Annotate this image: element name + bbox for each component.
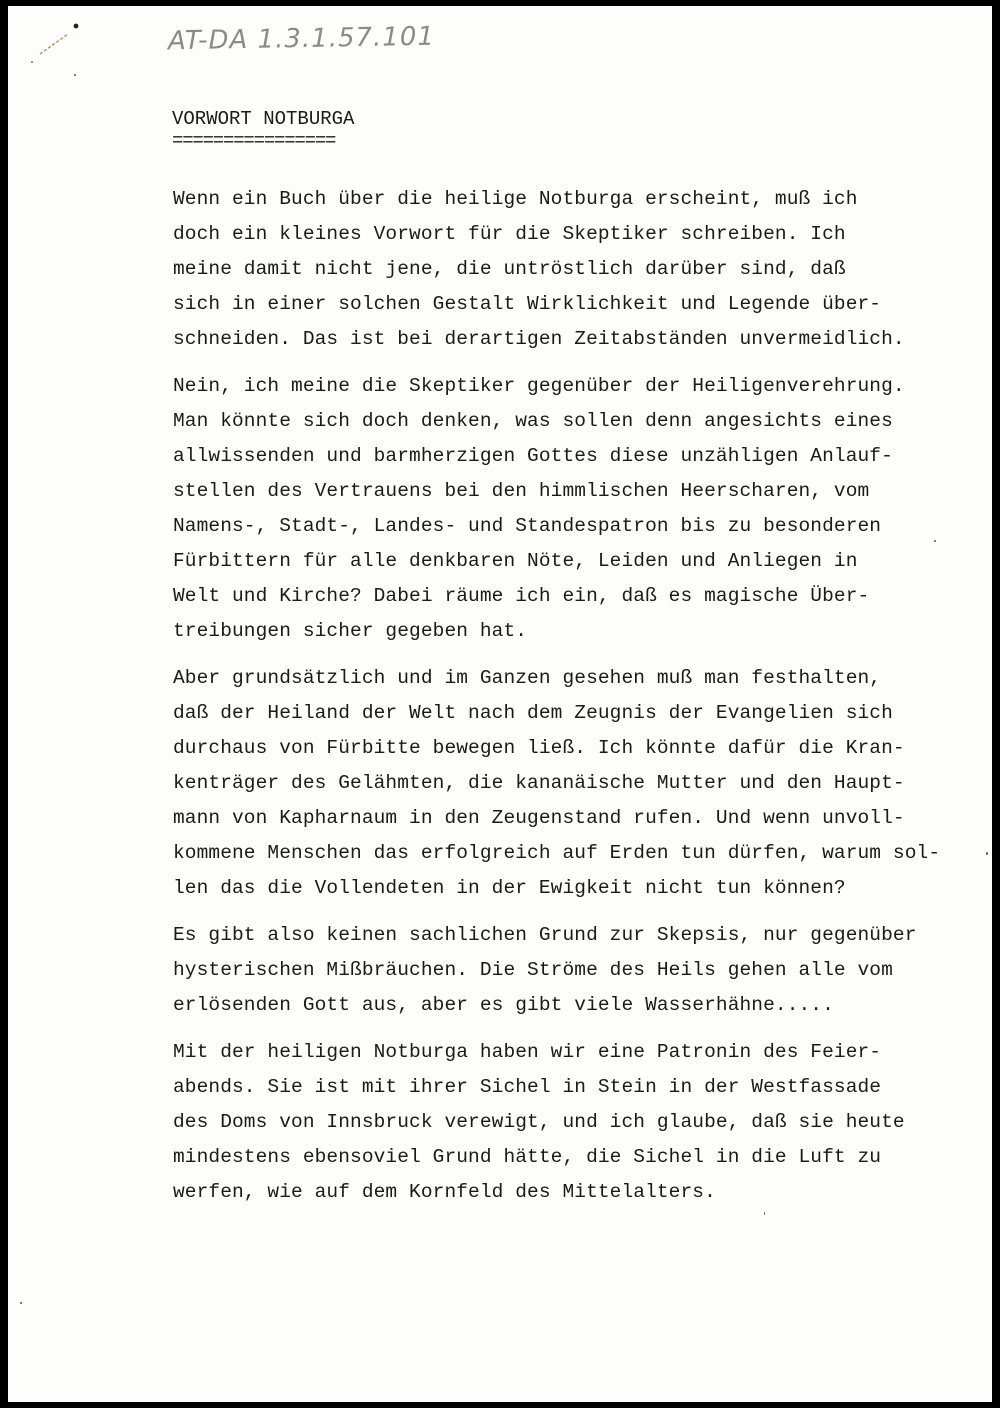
- text-line: Mit der heiligen Notburga haben wir eine Patronin des Feier-: [173, 1041, 882, 1063]
- paper-speck: [74, 74, 76, 76]
- text-line: Nein, ich meine die Skeptiker gegenüber der Heiligenverehrung.: [173, 375, 905, 397]
- text-line: meine damit nicht jene, die untröstlich darüber sind, daß: [173, 258, 846, 280]
- paper-speck: [986, 852, 988, 855]
- text-line: daß der Heiland der Welt nach dem Zeugnis der Evangelien sich: [173, 702, 893, 724]
- paper-speck: [934, 540, 936, 542]
- archive-reference: AT-DA 1.3.1.57.101: [167, 21, 436, 57]
- text-line: treibungen sicher gegeben hat.: [173, 620, 528, 642]
- text-line: schneiden. Das ist bei derartigen Zeitabständen unvermeidlich.: [173, 328, 905, 350]
- paper-speck: [764, 1212, 765, 1215]
- text-line: Fürbittern für alle denkbaren Nöte, Leiden und Anliegen in: [173, 550, 858, 572]
- title-underline: ================: [172, 130, 336, 152]
- paragraph-1: [173, 182, 973, 357]
- text-line: mann von Kapharnaum in den Zeugenstand rufen. Und wenn unvoll-: [173, 807, 905, 829]
- text-line: werfen, wie auf dem Kornfeld des Mittelalters.: [173, 1181, 716, 1203]
- text-line: hysterischen Mißbräuchen. Die Ströme des Heils gehen alle vom: [173, 959, 893, 981]
- text-line: doch ein kleines Vorwort für die Skeptiker schreiben. Ich: [173, 223, 846, 245]
- document-body: [173, 182, 973, 1222]
- text-line: Man könnte sich doch denken, was sollen denn angesichts eines: [173, 410, 893, 432]
- text-line: Wenn ein Buch über die heilige Notburga erscheint, muß ich: [173, 188, 858, 210]
- paper-speck: [20, 1302, 22, 1304]
- text-line: des Doms von Innsbruck verewigt, und ich glaube, daß sie heute: [173, 1111, 905, 1133]
- text-line: erlösenden Gott aus, aber es gibt viele Wasserhähne.....: [173, 994, 834, 1016]
- text-line: Es gibt also keinen sachlichen Grund zur Skepsis, nur gegenüber: [173, 924, 917, 946]
- page-title: VORWORT NOTBURGA: [172, 108, 355, 130]
- pencil-mark-icon: [28, 20, 88, 70]
- text-line: abends. Sie ist mit ihrer Sichel in Stein in der Westfassade: [173, 1076, 882, 1098]
- text-line: kommene Menschen das erfolgreich auf Erden tun dürfen, warum sol-: [173, 842, 941, 864]
- paragraph-4: [173, 918, 973, 1023]
- text-line: kenträger des Gelähmten, die kananäische Mutter und den Haupt-: [173, 772, 905, 794]
- text-line: mindestens ebensoviel Grund hätte, die Sichel in die Luft zu: [173, 1146, 882, 1168]
- text-line: len das die Vollendeten in der Ewigkeit nicht tun können?: [173, 877, 846, 899]
- text-line: durchaus von Fürbitte bewegen ließ. Ich könnte dafür die Kran-: [173, 737, 905, 759]
- text-line: sich in einer solchen Gestalt Wirklichkeit und Legende über-: [173, 293, 882, 315]
- text-line: stellen des Vertrauens bei den himmlischen Heerscharen, vom: [173, 480, 870, 502]
- document-page: [8, 6, 992, 1402]
- text-line: allwissenden und barmherzigen Gottes diese unzähligen Anlauf-: [173, 445, 893, 467]
- paragraph-5: [173, 1035, 973, 1210]
- text-line: Aber grundsätzlich und im Ganzen gesehen muß man festhalten,: [173, 667, 882, 689]
- paragraph-2: [173, 369, 973, 649]
- paragraph-3: [173, 661, 973, 906]
- text-line: Namens-, Stadt-, Landes- und Standespatron bis zu besonderen: [173, 515, 882, 537]
- text-line: Welt und Kirche? Dabei räume ich ein, daß es magische Über-: [173, 585, 870, 607]
